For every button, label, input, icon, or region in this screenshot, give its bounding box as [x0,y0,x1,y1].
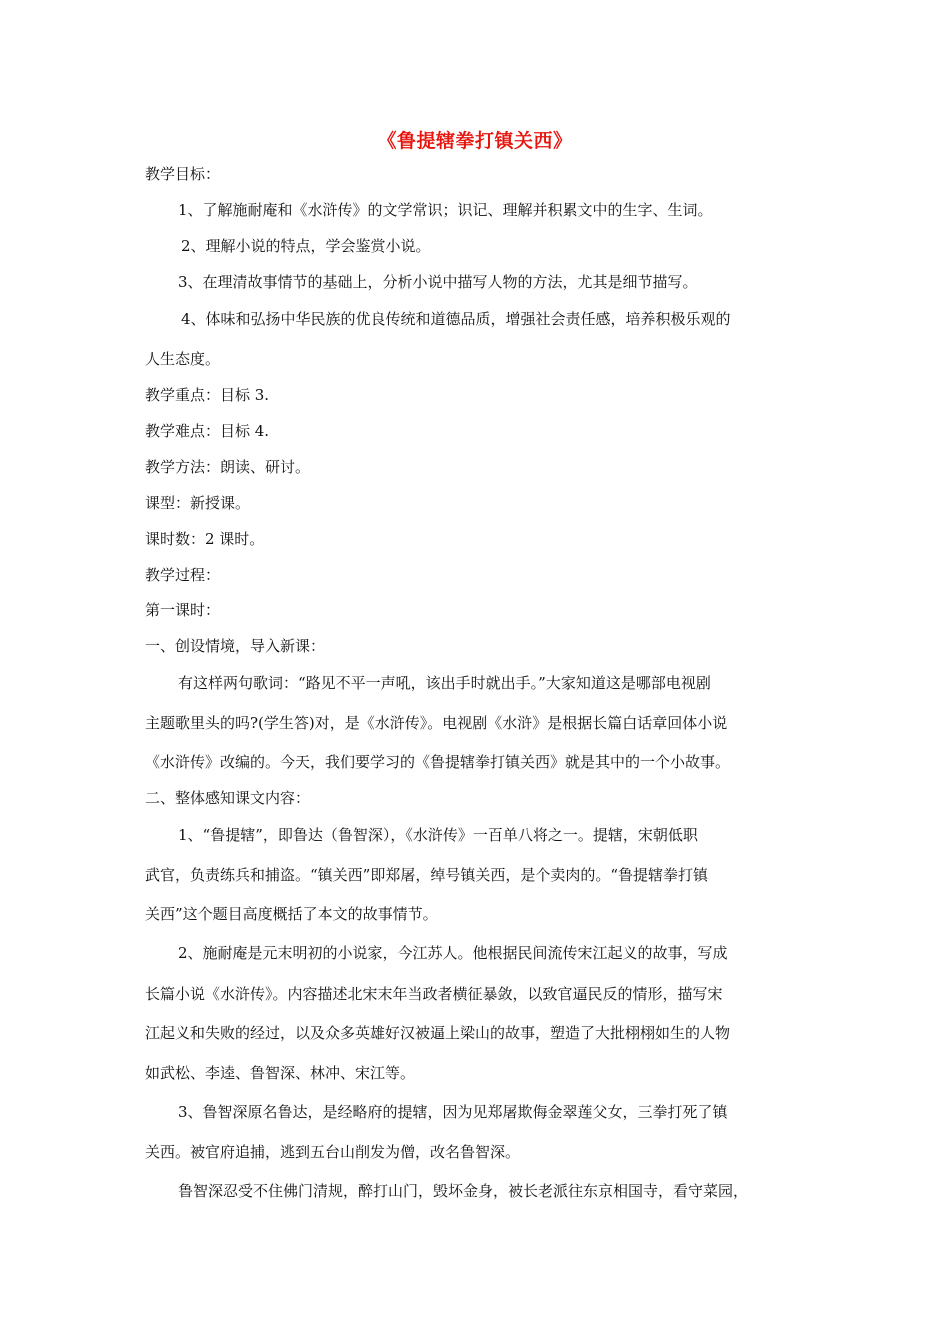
text-line: 有这样两句歌词：“路见不平一声吼，该出手时就出手。”大家知道这是哪部电视剧 [178,674,711,692]
document-title: 《鲁提辖拳打镇关西》 [377,130,573,152]
text-line: 2、理解小说的特点，学会鉴赏小说。 [181,237,431,255]
text-line: 一、创设情境，导入新课： [145,637,326,655]
text-line: 教学重点：目标 3. [145,386,270,404]
text-line: 1、“鲁提辖”，即鲁达（鲁智深），《水浒传》一百单八将之一。提辖，宋朝低职 [178,826,698,844]
text-line: 教学方法：朗读、研讨。 [145,458,311,476]
text-line: 课时数：2 课时。 [145,530,265,548]
text-line: 长篇小说《水浒传》。内容描述北宋末年当政者横征暴敛，以致官逼民反的情形，描写宋 [145,985,723,1003]
text-line: 如武松、李逵、鲁智深、林冲、宋江等。 [145,1064,416,1082]
text-line: 二、整体感知课文内容： [145,789,311,807]
text-line: 3、鲁智深原名鲁达，是经略府的提辖，因为见郑屠欺侮金翠莲父女，三拳打死了镇 [178,1103,728,1121]
text-line: 江起义和失败的经过，以及众多英雄好汉被逼上梁山的故事，塑造了大批栩栩如生的人物 [145,1024,731,1042]
text-line: 人生态度。 [145,350,221,368]
text-line: 教学目标： [145,165,221,183]
text-line: 关西”这个题目高度概括了本文的故事情节。 [145,905,438,923]
text-line: 4、体味和弘扬中华民族的优良传统和道德品质，增强社会责任感，培养积极乐观的 [181,310,731,328]
text-line: 主题歌里头的吗?(学生答)对，是《水浒传》。电视剧《水浒》是根据长篇白话章回体小说 [145,714,728,732]
text-line: 关西。被官府追捕，逃到五台山削发为僧，改名鲁智深。 [145,1143,521,1161]
text-line: 课型：新授课。 [145,494,251,512]
text-line: 3、在理清故事情节的基础上，分析小说中描写人物的方法，尤其是细节描写。 [178,273,698,291]
text-line: 武官，负责练兵和捕盗。“镇关西”即郑屠，绰号镇关西，是个卖肉的。“鲁提辖拳打镇 [145,866,709,884]
text-line: 教学过程： [145,566,221,584]
text-line: 《水浒传》改编的。今天，我们要学习的《鲁提辖拳打镇关西》就是其中的一个小故事。 [145,753,731,771]
text-line: 2、施耐庵是元末明初的小说家，今江苏人。他根据民间流传宋江起义的故事，写成 [178,944,728,962]
text-line: 第一课时： [145,601,221,619]
text-line: 教学难点：目标 4. [145,422,270,440]
text-line: 鲁智深忍受不住佛门清规，醉打山门，毁坏金身，被长老派往东京相国寺，看守菜园， [178,1182,749,1200]
text-line: 1、了解施耐庵和《水浒传》的文学常识；识记、理解并积累文中的生字、生词。 [178,201,713,219]
